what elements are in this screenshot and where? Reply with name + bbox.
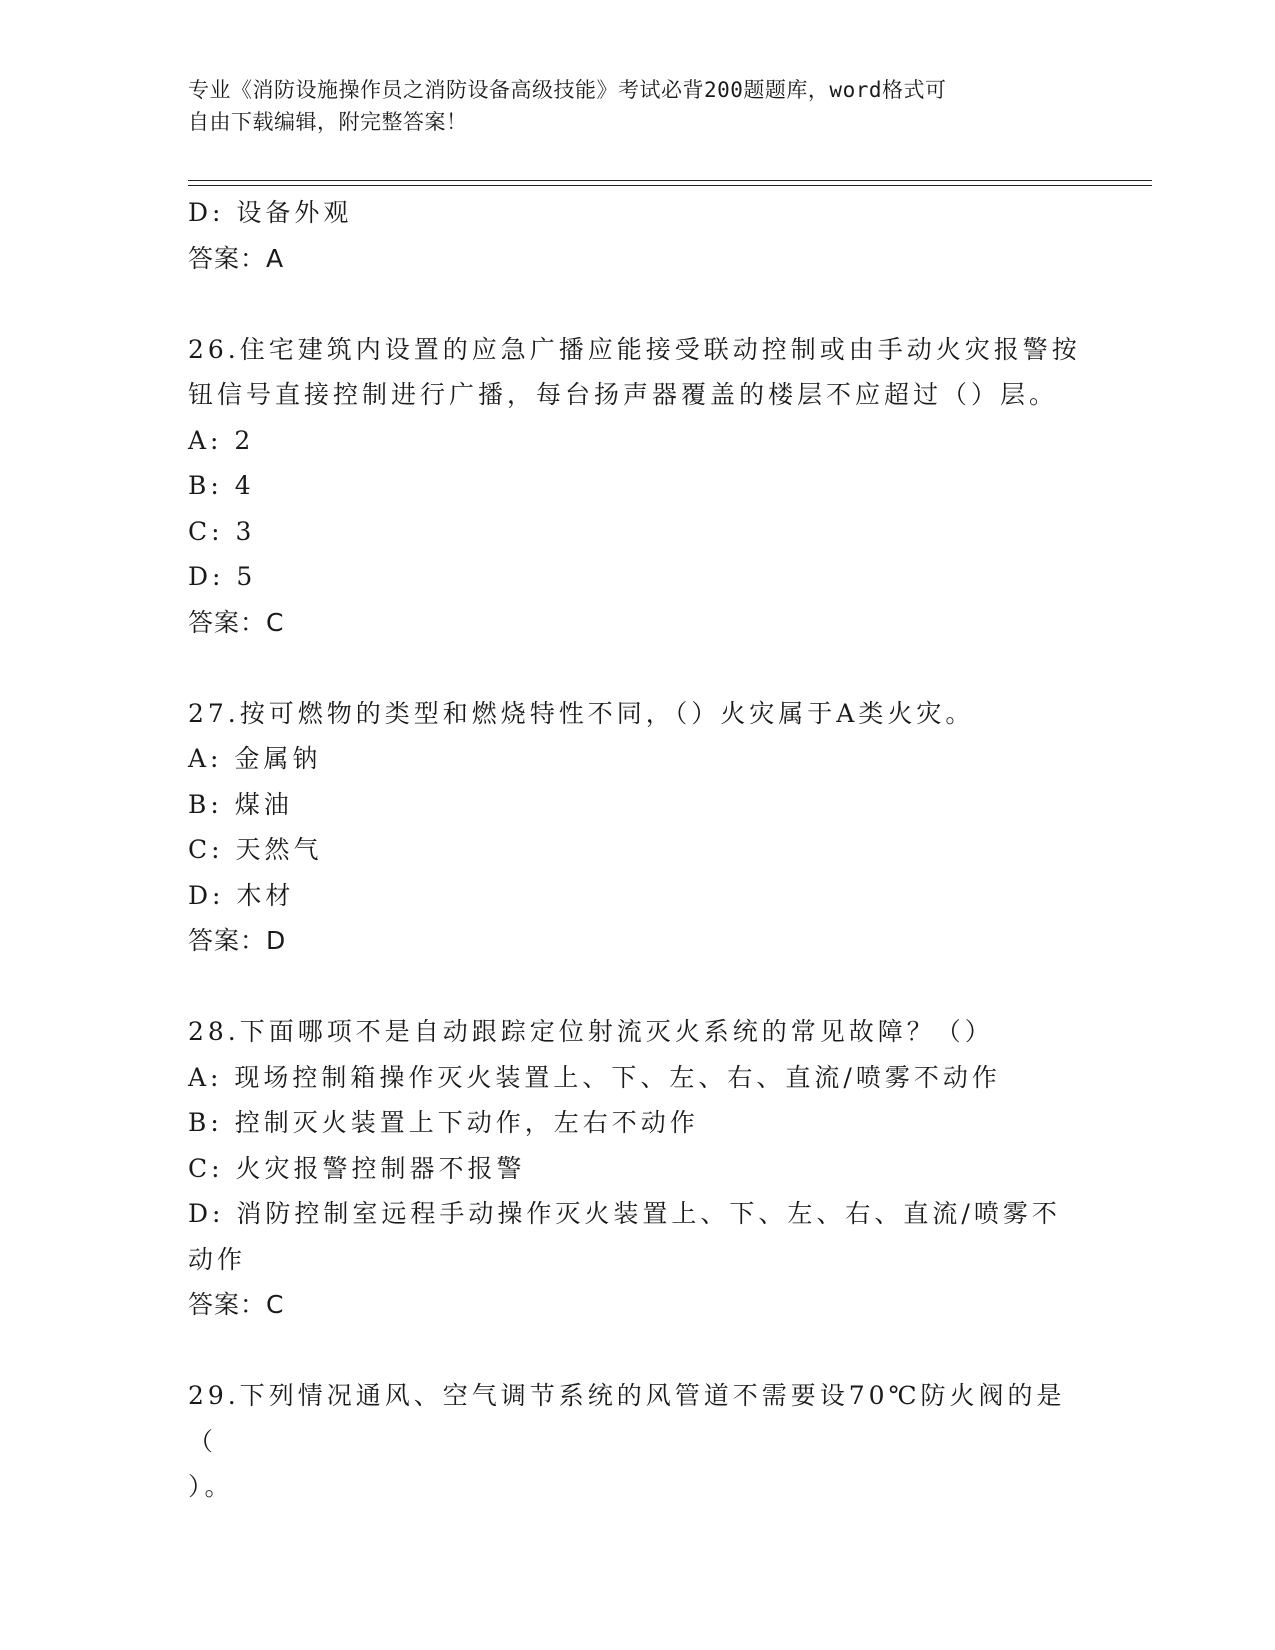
question-text: 28.下面哪项不是自动跟踪定位射流灭火系统的常见故障？（） (188, 1017, 994, 1046)
question-27 (188, 691, 1088, 964)
question-list (188, 190, 1088, 1510)
question-text: 钮信号直接控制进行广播，每台扬声器覆盖的楼层不应超过（）层。 (188, 380, 1059, 409)
question-text: 29.下列情况通风、空气调节系统的风管道不需要设70℃防火阀的是（ (188, 1381, 1066, 1456)
answer: 答案：A (188, 243, 285, 273)
option-a: A: 现场控制箱操作灭火装置上、下、左、右、直流/喷雾不动作 (188, 1062, 1001, 1092)
option-a: A: 金属钠 (188, 744, 322, 773)
option-d: D: 5 (188, 562, 257, 591)
question-text: ）。 (188, 1472, 234, 1501)
previous-question-tail (188, 190, 1088, 281)
option-c: C: 3 (188, 516, 256, 546)
option-b: B: 控制灭火装置上下动作，左右不动作 (188, 1108, 699, 1137)
question-text: 27.按可燃物的类型和燃烧特性不同，（）火灾属于A类火灾。 (188, 698, 975, 728)
header-divider-second (188, 185, 1152, 186)
option-d: D: 设备外观 (188, 198, 353, 227)
answer: 答案：C (188, 607, 285, 637)
option-d: D: 消防控制室远程手动操作灭火装置上、下、左、右、直流/喷雾不 (188, 1199, 1061, 1228)
question-28 (188, 1009, 1088, 1328)
header-line-2: 自由下载编辑，附完整答案！ (188, 110, 468, 134)
question-26 (188, 327, 1088, 646)
document-header (188, 74, 1068, 138)
option-c: C: 火灾报警控制器不报警 (188, 1153, 526, 1183)
question-text: 26.住宅建筑内设置的应急广播应能接受联动控制或由手动火灾报警按 (188, 334, 1081, 364)
answer: 答案：D (188, 926, 287, 955)
option-d-continued: 动作 (188, 1244, 247, 1274)
question-29 (188, 1373, 1088, 1510)
option-d: D: 木材 (188, 880, 295, 910)
option-c: C: 天然气 (188, 835, 323, 864)
option-b: B: 4 (188, 471, 255, 500)
option-b: B: 煤油 (188, 789, 293, 819)
answer: 答案：C (188, 1290, 285, 1319)
header-divider (188, 180, 1152, 181)
header-line-1: 专业《消防设施操作员之消防设备高级技能》考试必背200题题库，word格式可 (188, 78, 947, 102)
option-a: A: 2 (188, 425, 255, 455)
